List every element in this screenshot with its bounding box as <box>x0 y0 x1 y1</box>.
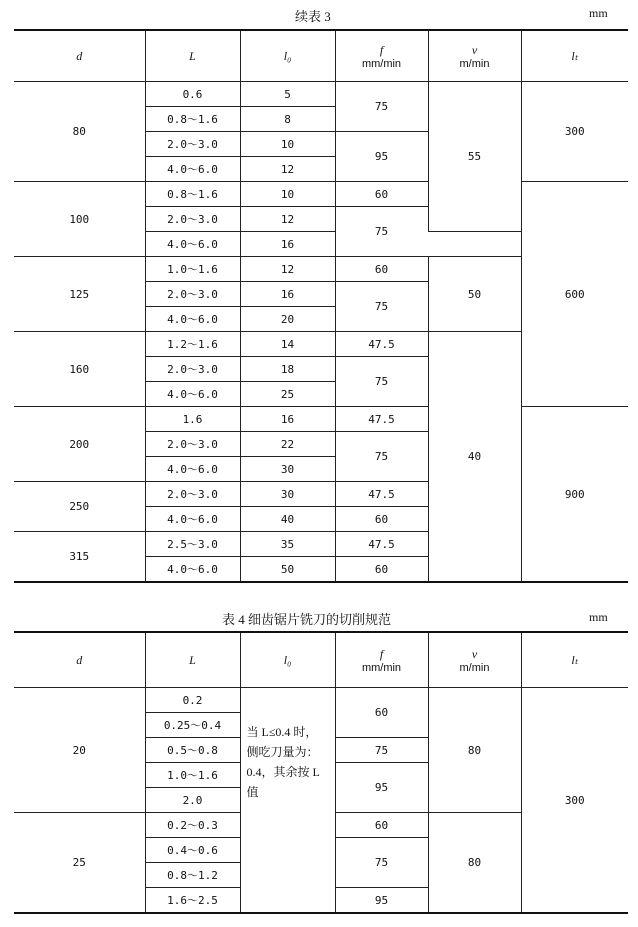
f-cell: 47.5 <box>335 482 428 507</box>
l0-cell: 16 <box>240 232 335 257</box>
L-cell: 4.0～6.0 <box>145 307 240 332</box>
l0-cell: 12 <box>240 257 335 282</box>
L-cell: 2.5～3.0 <box>145 532 240 557</box>
l0-cell: 18 <box>240 357 335 382</box>
lt-cell: 300 <box>521 688 628 914</box>
f-cell: 47.5 <box>335 407 428 432</box>
f-cell: 75 <box>335 738 428 763</box>
L-cell: 2.0～3.0 <box>145 482 240 507</box>
v-cell: 80 <box>428 688 521 813</box>
header-d: d <box>14 30 145 82</box>
l0-cell: 22 <box>240 432 335 457</box>
l0-cell: 12 <box>240 157 335 182</box>
d-cell: 125 <box>14 257 145 332</box>
table4 <box>14 631 628 914</box>
f-cell: 75 <box>335 282 428 332</box>
l0-cell: 10 <box>240 182 335 207</box>
l0-cell: 30 <box>240 457 335 482</box>
l0-cell: 16 <box>240 282 335 307</box>
L-cell: 4.0～6.0 <box>145 232 240 257</box>
L-cell: 2.0 <box>145 788 240 813</box>
L-cell: 0.8～1.2 <box>145 863 240 888</box>
d-cell: 315 <box>14 532 145 583</box>
L-cell: 0.8～1.6 <box>145 107 240 132</box>
l0-cell: 50 <box>240 557 335 583</box>
L-cell: 1.0～1.6 <box>145 763 240 788</box>
L-cell: 0.25～0.4 <box>145 713 240 738</box>
L-cell: 1.2～1.6 <box>145 332 240 357</box>
lt-cell: 600 <box>521 182 628 407</box>
table3 <box>14 29 628 583</box>
l0-cell: 10 <box>240 132 335 157</box>
d-cell: 160 <box>14 332 145 407</box>
f-cell: 75 <box>335 432 428 482</box>
l0-note: 当 L≤0.4 时，侧吃刀量为：0.4，其余按 L 值 <box>240 688 335 914</box>
d-cell: 25 <box>14 813 145 914</box>
L-cell: 2.0～3.0 <box>145 207 240 232</box>
l0-cell: 16 <box>240 407 335 432</box>
L-cell: 2.0～3.0 <box>145 357 240 382</box>
header-d: d <box>14 632 145 688</box>
table3-title: 续表 3 <box>295 9 331 24</box>
l0-cell: 5 <box>240 82 335 107</box>
header-lt: lₜ <box>521 30 628 82</box>
header-L: L <box>145 30 240 82</box>
header-l0: l₀ <box>240 632 335 688</box>
v-cell: 50 <box>428 257 521 332</box>
L-cell: 4.0～6.0 <box>145 457 240 482</box>
L-cell: 0.2 <box>145 688 240 713</box>
f-cell: 95 <box>335 763 428 813</box>
l0-cell: 8 <box>240 107 335 132</box>
table4-unit: mm <box>589 610 608 624</box>
L-cell: 2.0～3.0 <box>145 132 240 157</box>
f-cell: 60 <box>335 813 428 838</box>
table4-title: 表 4 细齿锯片铣刀的切削规范 <box>222 612 392 627</box>
header-v: v m/min <box>428 30 521 82</box>
f-cell: 75 <box>335 207 428 257</box>
f-cell: 60 <box>335 688 428 738</box>
f-cell: 95 <box>335 132 428 182</box>
L-cell: 0.5～0.8 <box>145 738 240 763</box>
lt-cell: 900 <box>521 407 628 583</box>
f-cell: 60 <box>335 182 428 207</box>
v-cell: 40 <box>428 332 521 583</box>
d-cell: 250 <box>14 482 145 532</box>
table3-unit: mm <box>589 6 608 20</box>
header-L: L <box>145 632 240 688</box>
d-cell: 100 <box>14 182 145 257</box>
L-cell: 1.0～1.6 <box>145 257 240 282</box>
L-cell: 0.6 <box>145 82 240 107</box>
l0-cell: 20 <box>240 307 335 332</box>
d-cell: 80 <box>14 82 145 182</box>
header-v: v m/min <box>428 632 521 688</box>
L-cell: 1.6～2.5 <box>145 888 240 914</box>
L-cell: 4.0～6.0 <box>145 507 240 532</box>
f-cell: 95 <box>335 888 428 914</box>
header-f: f mm/min <box>335 632 428 688</box>
L-cell: 0.2～0.3 <box>145 813 240 838</box>
L-cell: 1.6 <box>145 407 240 432</box>
L-cell: 0.4～0.6 <box>145 838 240 863</box>
header-f: f mm/min <box>335 30 428 82</box>
f-cell: 60 <box>335 557 428 583</box>
l0-cell: 14 <box>240 332 335 357</box>
f-cell: 47.5 <box>335 332 428 357</box>
f-cell: 75 <box>335 357 428 407</box>
l0-cell: 30 <box>240 482 335 507</box>
f-cell: 75 <box>335 838 428 888</box>
l0-cell: 12 <box>240 207 335 232</box>
lt-cell: 300 <box>521 82 628 182</box>
f-cell: 75 <box>335 82 428 132</box>
L-cell: 4.0～6.0 <box>145 157 240 182</box>
d-cell: 200 <box>14 407 145 482</box>
header-lt: lₜ <box>521 632 628 688</box>
L-cell: 4.0～6.0 <box>145 557 240 583</box>
f-cell: 47.5 <box>335 532 428 557</box>
f-cell: 60 <box>335 507 428 532</box>
L-cell: 4.0～6.0 <box>145 382 240 407</box>
l0-cell: 40 <box>240 507 335 532</box>
L-cell: 2.0～3.0 <box>145 432 240 457</box>
header-l0: l₀ <box>240 30 335 82</box>
f-cell: 60 <box>335 257 428 282</box>
d-cell: 20 <box>14 688 145 813</box>
l0-cell: 25 <box>240 382 335 407</box>
v-cell: 55 <box>428 82 521 232</box>
L-cell: 2.0～3.0 <box>145 282 240 307</box>
v-cell: 80 <box>428 813 521 914</box>
l0-cell: 35 <box>240 532 335 557</box>
L-cell: 0.8～1.6 <box>145 182 240 207</box>
